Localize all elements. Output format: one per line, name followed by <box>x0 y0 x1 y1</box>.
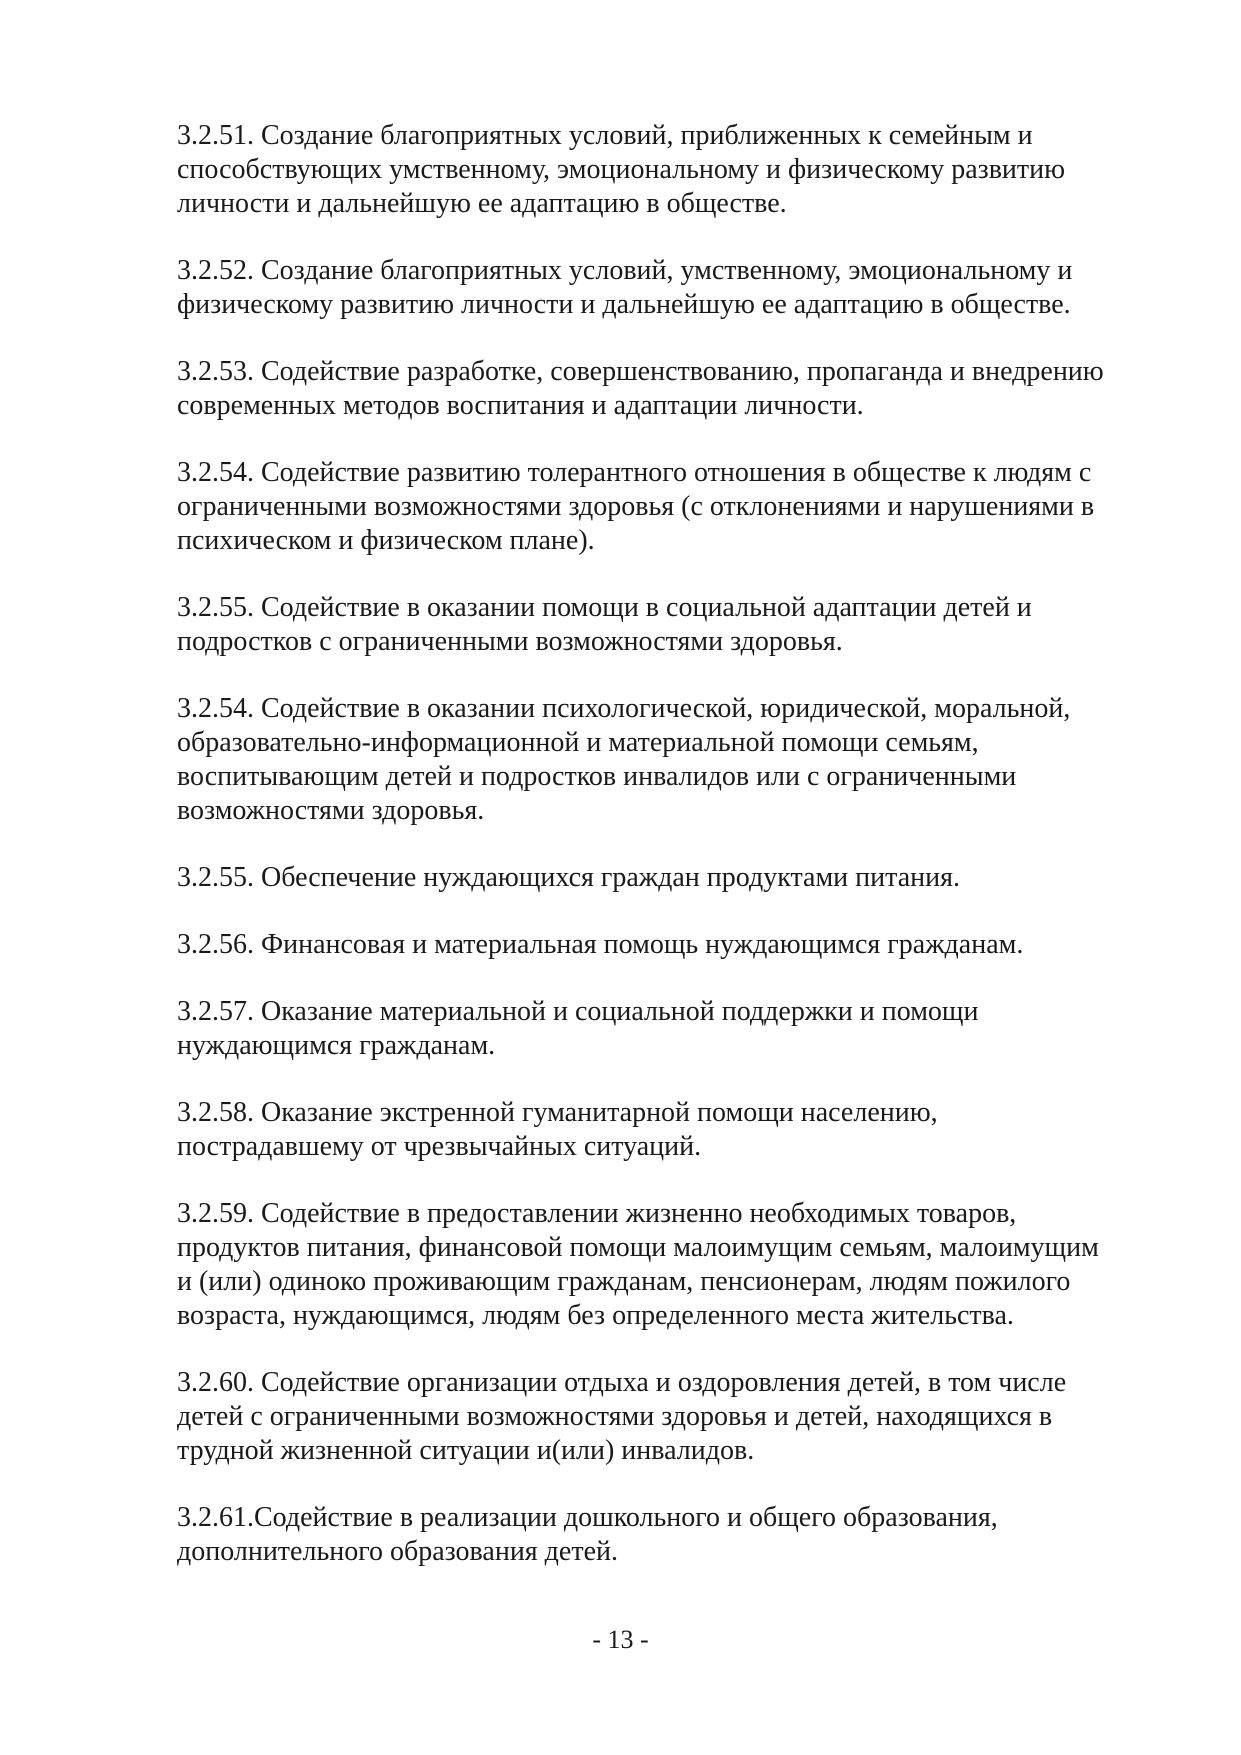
text-line: 3.2.52. Создание благоприятных условий, умственному, эмоциональному и <box>177 255 1073 286</box>
text-line: 3.2.61.Содействие в реализации дошкольного и общего образования, <box>177 1502 998 1533</box>
text-line: ограниченными возможностями здоровья (с отклонениями и нарушениями в <box>177 491 1095 522</box>
text-line: 3.2.55. Содействие в оказании помощи в социальной адаптации детей и <box>177 592 1032 623</box>
paragraph <box>177 928 1167 962</box>
text-line: 3.2.60. Содействие организации отдыха и оздоровления детей, в том числе <box>177 1367 1067 1398</box>
text-line: 3.2.51. Создание благоприятных условий, приближенных к семейным и <box>177 120 1033 151</box>
paragraph <box>177 456 1167 558</box>
text-line: возраста, нуждающимся, людям без определенного места жительства. <box>177 1300 1014 1331</box>
paragraph <box>177 1366 1167 1468</box>
text-line: продуктов питания, финансовой помощи малоимущим семьям, малоимущим <box>177 1232 1099 1263</box>
paragraph <box>177 1197 1167 1333</box>
paragraph <box>177 119 1167 221</box>
text-line: 3.2.58. Оказание экстренной гуманитарной помощи населению, <box>177 1097 938 1128</box>
document-body <box>177 119 1167 1602</box>
text-line: 3.2.59. Содействие в предоставлении жизненно необходимых товаров, <box>177 1198 1017 1229</box>
text-line: 3.2.55. Обеспечение нуждающихся граждан продуктами питания. <box>177 862 960 893</box>
page-number: - 13 - <box>592 1625 649 1654</box>
text-line: 3.2.56. Финансовая и материальная помощь нуждающимся гражданам. <box>177 929 1024 960</box>
text-line: подростков с ограниченными возможностями здоровья. <box>177 626 843 657</box>
text-line: психическом и физическом плане). <box>177 525 595 556</box>
paragraph <box>177 1096 1167 1164</box>
text-line: 3.2.57. Оказание материальной и социальной поддержки и помощи <box>177 996 979 1027</box>
text-line: нуждающимся гражданам. <box>177 1030 496 1061</box>
text-line: способствующих умственному, эмоциональному и физическому развитию <box>177 154 1066 185</box>
text-line: современных методов воспитания и адаптации личности. <box>177 390 864 421</box>
text-line: физическому развитию личности и дальнейшую ее адаптацию в обществе. <box>177 289 1071 320</box>
text-line: дополнительного образования детей. <box>177 1536 618 1567</box>
text-line: воспитывающим детей и подростков инвалидов или с ограниченными <box>177 761 1017 792</box>
text-line: детей с ограниченными возможностями здоровья и детей, находящихся в <box>177 1401 1053 1432</box>
text-line: трудной жизненной ситуации и(или) инвалидов. <box>177 1435 755 1466</box>
text-line: возможностями здоровья. <box>177 795 485 826</box>
text-line: пострадавшему от чрезвычайных ситуаций. <box>177 1131 702 1162</box>
paragraph <box>177 692 1167 828</box>
text-line: 3.2.54. Содействие развитию толерантного отношения в обществе к людям с <box>177 457 1092 488</box>
paragraph <box>177 1501 1167 1569</box>
text-line: 3.2.54. Содействие в оказании психологической, юридической, моральной, <box>177 693 1071 724</box>
paragraph <box>177 254 1167 322</box>
paragraph <box>177 995 1167 1063</box>
text-line: образовательно-информационной и материальной помощи семьям, <box>177 727 979 758</box>
text-line: личности и дальнейшую ее адаптацию в обществе. <box>177 188 787 219</box>
paragraph <box>177 861 1167 895</box>
text-line: и (или) одиноко проживающим гражданам, пенсионерам, людям пожилого <box>177 1266 1071 1297</box>
paragraph <box>177 355 1167 423</box>
text-line: 3.2.53. Содействие разработке, совершенствованию, пропаганда и внедрению <box>177 356 1104 387</box>
paragraph <box>177 591 1167 659</box>
